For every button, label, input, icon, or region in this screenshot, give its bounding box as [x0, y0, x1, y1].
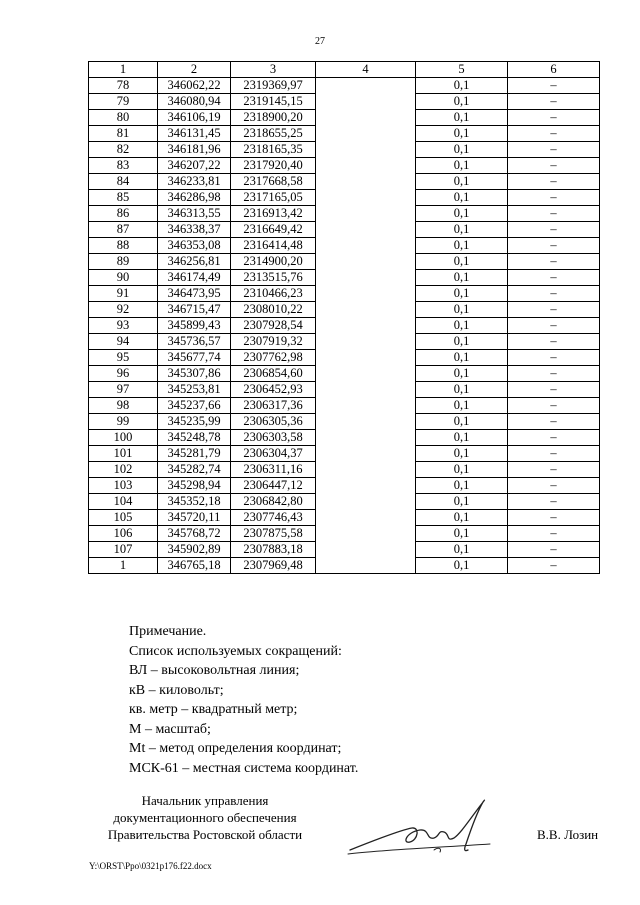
- y-coordinate-cell: 2313515,76: [231, 270, 316, 286]
- signer-title-line: документационного обеспечения: [113, 810, 297, 825]
- empty-cell: [316, 526, 416, 542]
- signer-name: В.В. Лозин: [537, 827, 599, 842]
- empty-cell: [316, 190, 416, 206]
- table-row: [89, 462, 600, 478]
- accuracy-cell: 0,1: [416, 142, 508, 158]
- description-cell: –: [508, 158, 600, 174]
- x-coordinate-cell: 346131,45: [158, 126, 231, 142]
- description-cell: –: [508, 174, 600, 190]
- handwritten-signature: [340, 792, 520, 862]
- table-row: [89, 430, 600, 446]
- accuracy-cell: 0,1: [416, 510, 508, 526]
- y-coordinate-cell: 2318900,20: [231, 110, 316, 126]
- description-cell: –: [508, 382, 600, 398]
- y-coordinate-cell: 2307875,58: [231, 526, 316, 542]
- column-header: 6: [508, 62, 600, 78]
- table-row: [89, 190, 600, 206]
- empty-cell: [316, 254, 416, 270]
- table-row: [89, 158, 600, 174]
- y-coordinate-cell: 2319145,15: [231, 94, 316, 110]
- description-cell: –: [508, 222, 600, 238]
- table-row: [89, 286, 600, 302]
- point-number-cell: 94: [89, 334, 158, 350]
- notes-heading: Примечание.: [129, 624, 207, 639]
- x-coordinate-cell: 345768,72: [158, 526, 231, 542]
- accuracy-cell: 0,1: [416, 382, 508, 398]
- x-coordinate-cell: 346473,95: [158, 286, 231, 302]
- x-coordinate-cell: 346080,94: [158, 94, 231, 110]
- accuracy-cell: 0,1: [416, 286, 508, 302]
- point-number-cell: 104: [89, 494, 158, 510]
- accuracy-cell: 0,1: [416, 558, 508, 574]
- notes-section: [129, 622, 358, 778]
- empty-cell: [316, 94, 416, 110]
- y-coordinate-cell: 2306305,36: [231, 414, 316, 430]
- table-row: [89, 510, 600, 526]
- x-coordinate-cell: 346353,08: [158, 238, 231, 254]
- table-row: [89, 110, 600, 126]
- description-cell: –: [508, 366, 600, 382]
- description-cell: –: [508, 318, 600, 334]
- table-row: [89, 302, 600, 318]
- empty-cell: [316, 494, 416, 510]
- description-cell: –: [508, 446, 600, 462]
- x-coordinate-cell: 345298,94: [158, 478, 231, 494]
- y-coordinate-cell: 2317165,05: [231, 190, 316, 206]
- accuracy-cell: 0,1: [416, 526, 508, 542]
- abbreviation-line: М – масштаб;: [129, 721, 211, 737]
- y-coordinate-cell: 2306304,37: [231, 446, 316, 462]
- point-number-cell: 96: [89, 366, 158, 382]
- x-coordinate-cell: 346313,55: [158, 206, 231, 222]
- description-cell: –: [508, 110, 600, 126]
- y-coordinate-cell: 2308010,22: [231, 302, 316, 318]
- point-number-cell: 88: [89, 238, 158, 254]
- table-row: [89, 478, 600, 494]
- table-row: [89, 526, 600, 542]
- table-row: [89, 558, 600, 574]
- empty-cell: [316, 398, 416, 414]
- accuracy-cell: 0,1: [416, 270, 508, 286]
- y-coordinate-cell: 2318165,35: [231, 142, 316, 158]
- point-number-cell: 82: [89, 142, 158, 158]
- empty-cell: [316, 126, 416, 142]
- description-cell: –: [508, 286, 600, 302]
- point-number-cell: 84: [89, 174, 158, 190]
- accuracy-cell: 0,1: [416, 174, 508, 190]
- y-coordinate-cell: 2316414,48: [231, 238, 316, 254]
- empty-cell: [316, 158, 416, 174]
- description-cell: –: [508, 94, 600, 110]
- accuracy-cell: 0,1: [416, 158, 508, 174]
- x-coordinate-cell: 345307,86: [158, 366, 231, 382]
- table-row: [89, 270, 600, 286]
- x-coordinate-cell: 345282,74: [158, 462, 231, 478]
- empty-cell: [316, 142, 416, 158]
- y-coordinate-cell: 2306854,60: [231, 366, 316, 382]
- x-coordinate-cell: 345253,81: [158, 382, 231, 398]
- x-coordinate-cell: 345736,57: [158, 334, 231, 350]
- empty-cell: [316, 462, 416, 478]
- column-header: 5: [416, 62, 508, 78]
- table-row: [89, 78, 600, 94]
- point-number-cell: 1: [89, 558, 158, 574]
- table-row: [89, 542, 600, 558]
- abbreviation-line: кв. метр – квадратный метр;: [129, 702, 298, 717]
- y-coordinate-cell: 2307969,48: [231, 558, 316, 574]
- accuracy-cell: 0,1: [416, 334, 508, 350]
- point-number-cell: 106: [89, 526, 158, 542]
- empty-cell: [316, 318, 416, 334]
- empty-cell: [316, 414, 416, 430]
- accuracy-cell: 0,1: [416, 446, 508, 462]
- y-coordinate-cell: 2317668,58: [231, 174, 316, 190]
- y-coordinate-cell: 2306303,58: [231, 430, 316, 446]
- accuracy-cell: 0,1: [416, 190, 508, 206]
- x-coordinate-cell: 345281,79: [158, 446, 231, 462]
- description-cell: –: [508, 478, 600, 494]
- accuracy-cell: 0,1: [416, 110, 508, 126]
- table-row: [89, 238, 600, 254]
- table-row: [89, 318, 600, 334]
- accuracy-cell: 0,1: [416, 350, 508, 366]
- column-header: 1: [89, 62, 158, 78]
- x-coordinate-cell: 346233,81: [158, 174, 231, 190]
- signature-block: [85, 792, 605, 843]
- accuracy-cell: 0,1: [416, 542, 508, 558]
- y-coordinate-cell: 2307883,18: [231, 542, 316, 558]
- coordinates-table: [88, 61, 600, 574]
- table-row: [89, 206, 600, 222]
- column-header: 2: [158, 62, 231, 78]
- description-cell: –: [508, 430, 600, 446]
- description-cell: –: [508, 206, 600, 222]
- x-coordinate-cell: 345677,74: [158, 350, 231, 366]
- y-coordinate-cell: 2306311,16: [231, 462, 316, 478]
- accuracy-cell: 0,1: [416, 78, 508, 94]
- table-row: [89, 334, 600, 350]
- signer-title-line: Правительства Ростовской области: [107, 827, 303, 842]
- x-coordinate-cell: 346181,96: [158, 142, 231, 158]
- abbreviation-line: кВ – киловольт;: [129, 682, 224, 698]
- point-number-cell: 90: [89, 270, 158, 286]
- description-cell: –: [508, 414, 600, 430]
- table-row: [89, 398, 600, 414]
- y-coordinate-cell: 2314900,20: [231, 254, 316, 270]
- description-cell: –: [508, 558, 600, 574]
- description-cell: –: [508, 542, 600, 558]
- accuracy-cell: 0,1: [416, 222, 508, 238]
- y-coordinate-cell: 2306842,80: [231, 494, 316, 510]
- point-number-cell: 80: [89, 110, 158, 126]
- y-coordinate-cell: 2319369,97: [231, 78, 316, 94]
- empty-cell: [316, 446, 416, 462]
- table-row: [89, 174, 600, 190]
- empty-cell: [316, 206, 416, 222]
- empty-cell: [316, 286, 416, 302]
- empty-cell: [316, 382, 416, 398]
- x-coordinate-cell: 346765,18: [158, 558, 231, 574]
- point-number-cell: 102: [89, 462, 158, 478]
- point-number-cell: 101: [89, 446, 158, 462]
- point-number-cell: 103: [89, 478, 158, 494]
- point-number-cell: 87: [89, 222, 158, 238]
- accuracy-cell: 0,1: [416, 238, 508, 254]
- description-cell: –: [508, 238, 600, 254]
- point-number-cell: 89: [89, 254, 158, 270]
- x-coordinate-cell: 345235,99: [158, 414, 231, 430]
- x-coordinate-cell: 345237,66: [158, 398, 231, 414]
- abbreviation-line: МСК-61 – местная система координат.: [129, 760, 359, 776]
- y-coordinate-cell: 2316913,42: [231, 206, 316, 222]
- accuracy-cell: 0,1: [416, 206, 508, 222]
- x-coordinate-cell: 346207,22: [158, 158, 231, 174]
- empty-cell: [316, 558, 416, 574]
- description-cell: –: [508, 302, 600, 318]
- point-number-cell: 95: [89, 350, 158, 366]
- table-row: [89, 446, 600, 462]
- signer-title: [85, 792, 325, 843]
- description-cell: –: [508, 510, 600, 526]
- point-number-cell: 83: [89, 158, 158, 174]
- column-header: 3: [231, 62, 316, 78]
- point-number-cell: 107: [89, 542, 158, 558]
- x-coordinate-cell: 346062,22: [158, 78, 231, 94]
- table-row: [89, 222, 600, 238]
- accuracy-cell: 0,1: [416, 478, 508, 494]
- point-number-cell: 85: [89, 190, 158, 206]
- point-number-cell: 81: [89, 126, 158, 142]
- accuracy-cell: 0,1: [416, 462, 508, 478]
- y-coordinate-cell: 2317920,40: [231, 158, 316, 174]
- y-coordinate-cell: 2306452,93: [231, 382, 316, 398]
- empty-cell: [316, 110, 416, 126]
- y-coordinate-cell: 2307928,54: [231, 318, 316, 334]
- table-row: [89, 414, 600, 430]
- empty-cell: [316, 78, 416, 94]
- description-cell: –: [508, 350, 600, 366]
- description-cell: –: [508, 126, 600, 142]
- x-coordinate-cell: 345720,11: [158, 510, 231, 526]
- abbreviation-line: ВЛ – высоковольтная линия;: [129, 663, 300, 678]
- point-number-cell: 78: [89, 78, 158, 94]
- description-cell: –: [508, 398, 600, 414]
- accuracy-cell: 0,1: [416, 430, 508, 446]
- y-coordinate-cell: 2306447,12: [231, 478, 316, 494]
- table-row: [89, 494, 600, 510]
- y-coordinate-cell: 2306317,36: [231, 398, 316, 414]
- y-coordinate-cell: 2307746,43: [231, 510, 316, 526]
- y-coordinate-cell: 2318655,25: [231, 126, 316, 142]
- x-coordinate-cell: 345902,89: [158, 542, 231, 558]
- accuracy-cell: 0,1: [416, 398, 508, 414]
- empty-cell: [316, 478, 416, 494]
- page-number: 27: [315, 36, 325, 47]
- description-cell: –: [508, 462, 600, 478]
- table-row: [89, 254, 600, 270]
- signer-title-line: Начальник управления: [141, 793, 269, 808]
- point-number-cell: 86: [89, 206, 158, 222]
- accuracy-cell: 0,1: [416, 94, 508, 110]
- table-header-row: [89, 62, 600, 78]
- empty-cell: [316, 238, 416, 254]
- empty-cell: [316, 302, 416, 318]
- point-number-cell: 93: [89, 318, 158, 334]
- accuracy-cell: 0,1: [416, 414, 508, 430]
- description-cell: –: [508, 142, 600, 158]
- abbreviation-line: Mt – метод определения координат;: [129, 741, 342, 756]
- x-coordinate-cell: 346286,98: [158, 190, 231, 206]
- empty-cell: [316, 542, 416, 558]
- y-coordinate-cell: 2307919,32: [231, 334, 316, 350]
- y-coordinate-cell: 2307762,98: [231, 350, 316, 366]
- table-row: [89, 350, 600, 366]
- point-number-cell: 105: [89, 510, 158, 526]
- x-coordinate-cell: 345248,78: [158, 430, 231, 446]
- description-cell: –: [508, 270, 600, 286]
- table-row: [89, 366, 600, 382]
- empty-cell: [316, 222, 416, 238]
- description-cell: –: [508, 254, 600, 270]
- x-coordinate-cell: 346106,19: [158, 110, 231, 126]
- accuracy-cell: 0,1: [416, 254, 508, 270]
- description-cell: –: [508, 526, 600, 542]
- x-coordinate-cell: 346256,81: [158, 254, 231, 270]
- table-row: [89, 126, 600, 142]
- accuracy-cell: 0,1: [416, 126, 508, 142]
- point-number-cell: 97: [89, 382, 158, 398]
- empty-cell: [316, 270, 416, 286]
- file-path: Y:\ORST\Ppo\0321p176.f22.docx: [89, 861, 212, 871]
- description-cell: –: [508, 494, 600, 510]
- empty-cell: [316, 174, 416, 190]
- description-cell: –: [508, 190, 600, 206]
- x-coordinate-cell: 345352,18: [158, 494, 231, 510]
- table-row: [89, 94, 600, 110]
- accuracy-cell: 0,1: [416, 494, 508, 510]
- y-coordinate-cell: 2316649,42: [231, 222, 316, 238]
- x-coordinate-cell: 346715,47: [158, 302, 231, 318]
- point-number-cell: 92: [89, 302, 158, 318]
- empty-cell: [316, 350, 416, 366]
- description-cell: –: [508, 78, 600, 94]
- point-number-cell: 91: [89, 286, 158, 302]
- point-number-cell: 99: [89, 414, 158, 430]
- accuracy-cell: 0,1: [416, 366, 508, 382]
- x-coordinate-cell: 346338,37: [158, 222, 231, 238]
- x-coordinate-cell: 345899,43: [158, 318, 231, 334]
- column-header: 4: [316, 62, 416, 78]
- empty-cell: [316, 334, 416, 350]
- point-number-cell: 100: [89, 430, 158, 446]
- empty-cell: [316, 430, 416, 446]
- empty-cell: [316, 366, 416, 382]
- table-row: [89, 382, 600, 398]
- accuracy-cell: 0,1: [416, 302, 508, 318]
- x-coordinate-cell: 346174,49: [158, 270, 231, 286]
- point-number-cell: 98: [89, 398, 158, 414]
- point-number-cell: 79: [89, 94, 158, 110]
- empty-cell: [316, 510, 416, 526]
- y-coordinate-cell: 2310466,23: [231, 286, 316, 302]
- accuracy-cell: 0,1: [416, 318, 508, 334]
- description-cell: –: [508, 334, 600, 350]
- abbreviation-line: Список используемых сокращений:: [129, 643, 342, 659]
- table-row: [89, 142, 600, 158]
